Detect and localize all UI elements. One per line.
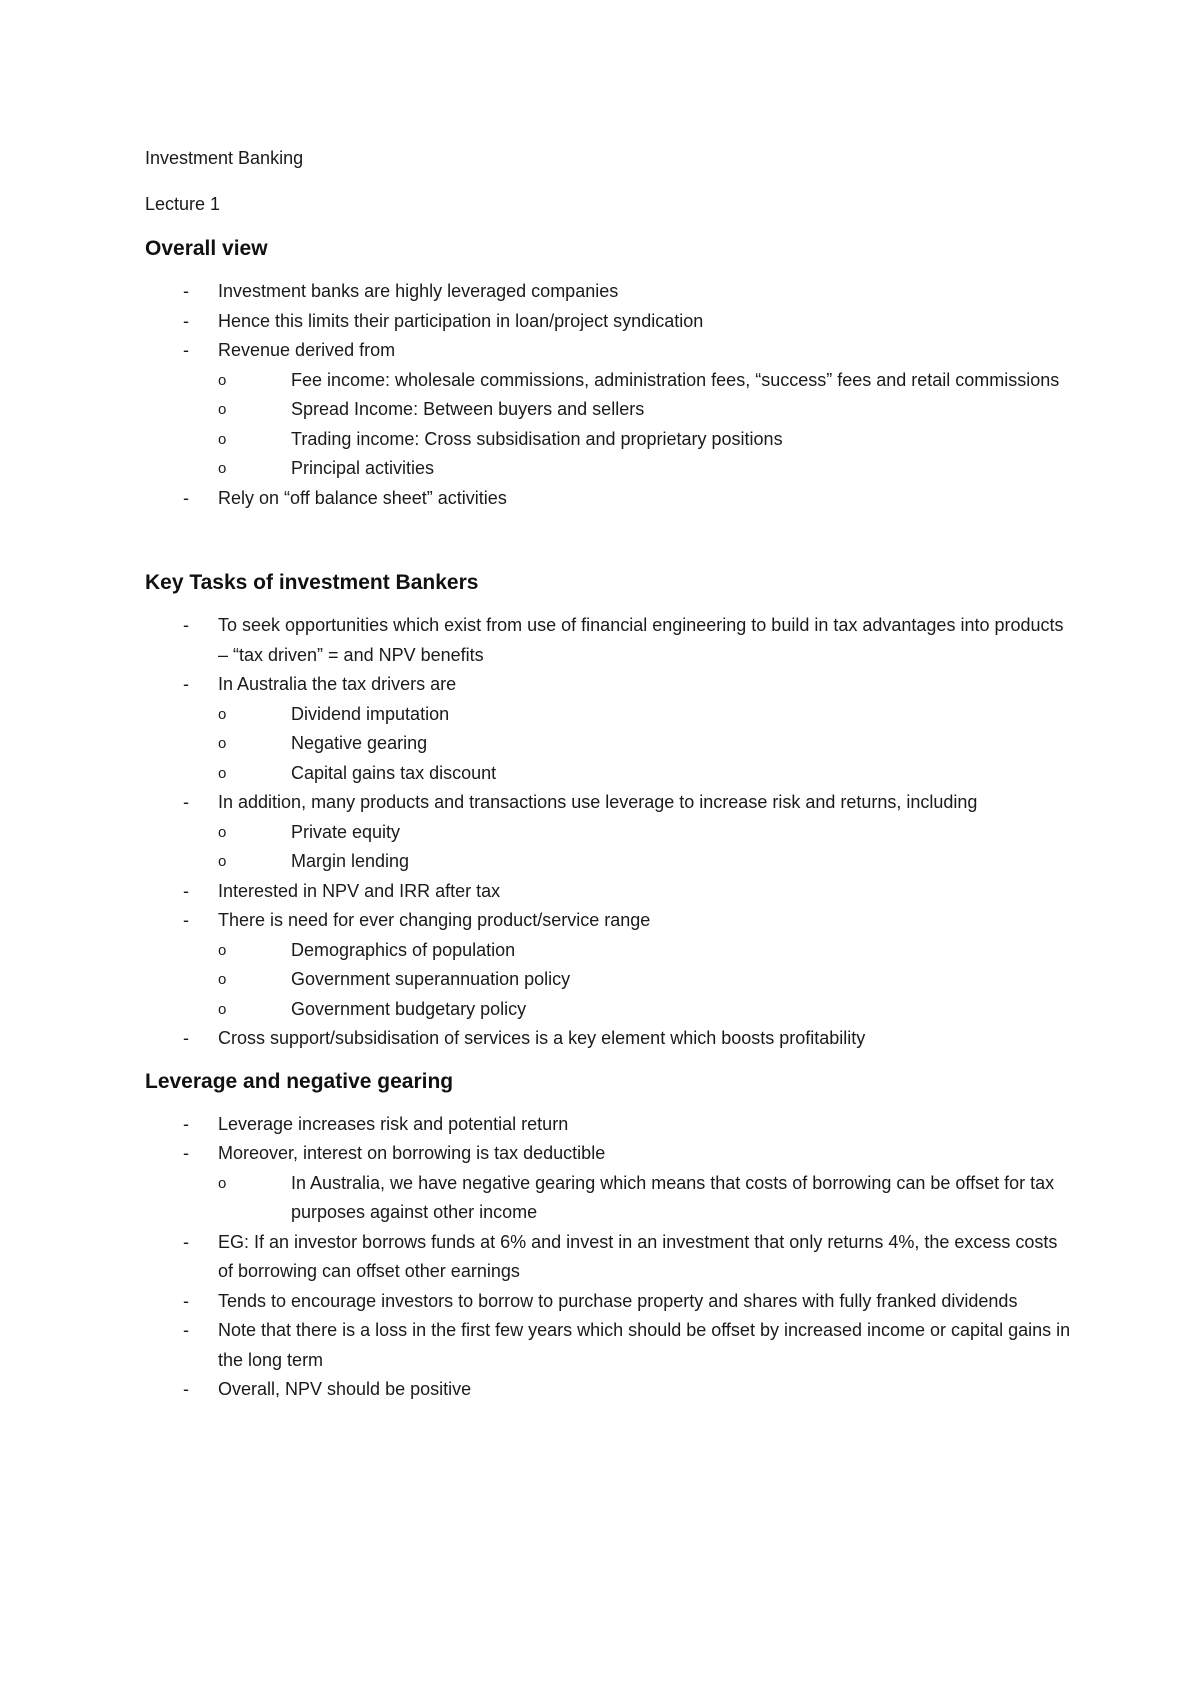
circle-bullet: o — [218, 401, 227, 418]
list-item-text: Moreover, interest on borrowing is tax deductible — [218, 1143, 606, 1163]
dash-bullet: - — [183, 1290, 189, 1311]
circle-bullet: o — [218, 1174, 227, 1192]
list-item — [145, 1139, 1075, 1228]
document-title: Investment Banking — [145, 148, 304, 168]
circle-bullet: o — [218, 941, 227, 959]
list-item-text: Revenue derived from — [218, 340, 396, 360]
list-item — [145, 611, 1075, 670]
list-item — [145, 670, 1075, 788]
bullet-list — [145, 277, 1075, 513]
circle-bullet: o — [218, 1000, 227, 1018]
sub-list-item-text: Demographics of population — [291, 939, 516, 960]
sub-list-item — [218, 818, 1075, 848]
list-item — [145, 1110, 1075, 1140]
circle-bullet: o — [218, 735, 227, 752]
list-item — [145, 1316, 1075, 1375]
list-item-text: Hence this limits their participation in loan/project syndication — [218, 310, 704, 331]
sub-list-item — [218, 395, 1075, 425]
list-item — [145, 877, 1075, 907]
sub-bullet-list — [218, 936, 1075, 1025]
sub-list-item-text: Private equity — [291, 821, 401, 842]
sub-list-item-text: Principal activities — [291, 458, 435, 478]
sections-container — [145, 235, 1075, 1419]
circle-bullet: o — [218, 853, 227, 870]
list-item-text: Cross support/subsidisation of services is a key element which boosts profitability — [218, 1028, 866, 1048]
sub-bullet-list — [218, 366, 1075, 484]
sub-bullet-list — [218, 700, 1075, 789]
list-item-text: Leverage increases risk and potential return — [218, 1113, 569, 1134]
sub-list-item — [218, 366, 1075, 396]
bullet-list — [145, 1110, 1075, 1405]
circle-bullet: o — [218, 764, 227, 782]
circle-bullet: o — [218, 705, 227, 723]
dash-bullet: - — [183, 281, 189, 301]
dash-bullet: - — [183, 910, 189, 930]
sub-list-item-text: Capital gains tax discount — [291, 762, 497, 783]
circle-bullet: o — [218, 971, 227, 988]
sub-list-item-text: Spread Income: Between buyers and sellers — [291, 399, 645, 419]
list-item-text: In Australia the tax drivers are — [218, 674, 457, 694]
circle-bullet: o — [218, 430, 227, 448]
sub-list-item — [218, 1169, 1075, 1228]
list-item — [145, 1287, 1075, 1317]
list-item-text: Note that there is a loss in the first few years which should be offset by increased income or capital gains in the long term — [218, 1320, 1071, 1370]
list-item-text: In addition, many products and transactions use leverage to increase risk and returns, including — [218, 792, 978, 812]
section-heading: Key Tasks of investment Bankers — [145, 571, 479, 594]
section-spacer — [145, 1405, 1075, 1419]
dash-bullet: - — [183, 487, 189, 508]
section-heading: Leverage and negative gearing — [145, 1069, 454, 1093]
section-spacer — [145, 1054, 1075, 1068]
list-item-text: EG: If an investor borrows funds at 6% and invest in an investment that only returns 4%, the excess costs of borrowing can offset other earnings — [218, 1231, 1058, 1281]
list-item-text: Tends to encourage investors to borrow to purchase property and shares with fully franked dividends — [218, 1290, 1018, 1311]
list-item — [145, 484, 1075, 514]
dash-bullet: - — [183, 1320, 189, 1340]
sub-list-item — [218, 700, 1075, 730]
list-item-text: There is need for ever changing product/service range — [218, 910, 651, 930]
sub-list-item — [218, 454, 1075, 484]
sub-list-item-text: Margin lending — [291, 851, 410, 871]
circle-bullet: o — [218, 823, 227, 841]
sub-list-item-text: Fee income: wholesale commissions, administration fees, “success” fees and retail commissions — [291, 369, 1060, 390]
sub-bullet-list — [218, 1169, 1075, 1228]
list-item-text: Rely on “off balance sheet” activities — [218, 487, 507, 508]
dash-bullet: - — [183, 1231, 189, 1252]
sub-list-item-text: Negative gearing — [291, 733, 428, 753]
sub-list-item — [218, 759, 1075, 789]
list-item — [145, 277, 1075, 307]
dash-bullet: - — [183, 310, 189, 331]
dash-bullet: - — [183, 615, 189, 635]
lecture-label: Lecture 1 — [145, 194, 221, 214]
list-item — [145, 336, 1075, 484]
list-item-text: Overall, NPV should be positive — [218, 1379, 472, 1399]
dash-bullet: - — [183, 880, 189, 901]
sub-list-item-text: Government superannuation policy — [291, 969, 571, 989]
list-item — [145, 1024, 1075, 1054]
list-item — [145, 788, 1075, 877]
sub-list-item-text: Dividend imputation — [291, 703, 450, 724]
section-spacer — [145, 513, 1075, 569]
dash-bullet: - — [183, 674, 189, 694]
list-item-text: To seek opportunities which exist from use of financial engineering to build in tax advantages into products – “tax driven” = and NPV benefits — [218, 615, 1064, 665]
sub-list-item — [218, 995, 1075, 1025]
list-item — [145, 1228, 1075, 1287]
sub-list-item — [218, 847, 1075, 877]
section-heading: Overall view — [145, 237, 268, 260]
circle-bullet: o — [218, 371, 227, 389]
list-item-text: Interested in NPV and IRR after tax — [218, 880, 501, 901]
sub-list-item — [218, 729, 1075, 759]
dash-bullet: - — [183, 340, 189, 360]
document-body — [145, 143, 1075, 1419]
dash-bullet: - — [183, 792, 189, 812]
dash-bullet: - — [183, 1028, 189, 1048]
sub-list-item — [218, 936, 1075, 966]
sub-list-item — [218, 965, 1075, 995]
dash-bullet: - — [183, 1379, 189, 1399]
dash-bullet: - — [183, 1113, 189, 1134]
list-item — [145, 307, 1075, 337]
sub-list-item-text: In Australia, we have negative gearing which means that costs of borrowing can be offset for tax purposes against other income — [291, 1172, 1055, 1222]
sub-list-item-text: Trading income: Cross subsidisation and proprietary positions — [291, 428, 783, 449]
sub-list-item — [218, 425, 1075, 455]
dash-bullet: - — [183, 1143, 189, 1163]
sub-bullet-list — [218, 818, 1075, 877]
bullet-list — [145, 611, 1075, 1054]
list-item — [145, 1375, 1075, 1405]
circle-bullet: o — [218, 460, 227, 477]
list-item-text: Investment banks are highly leveraged companies — [218, 281, 619, 301]
list-item — [145, 906, 1075, 1024]
sub-list-item-text: Government budgetary policy — [291, 998, 527, 1019]
